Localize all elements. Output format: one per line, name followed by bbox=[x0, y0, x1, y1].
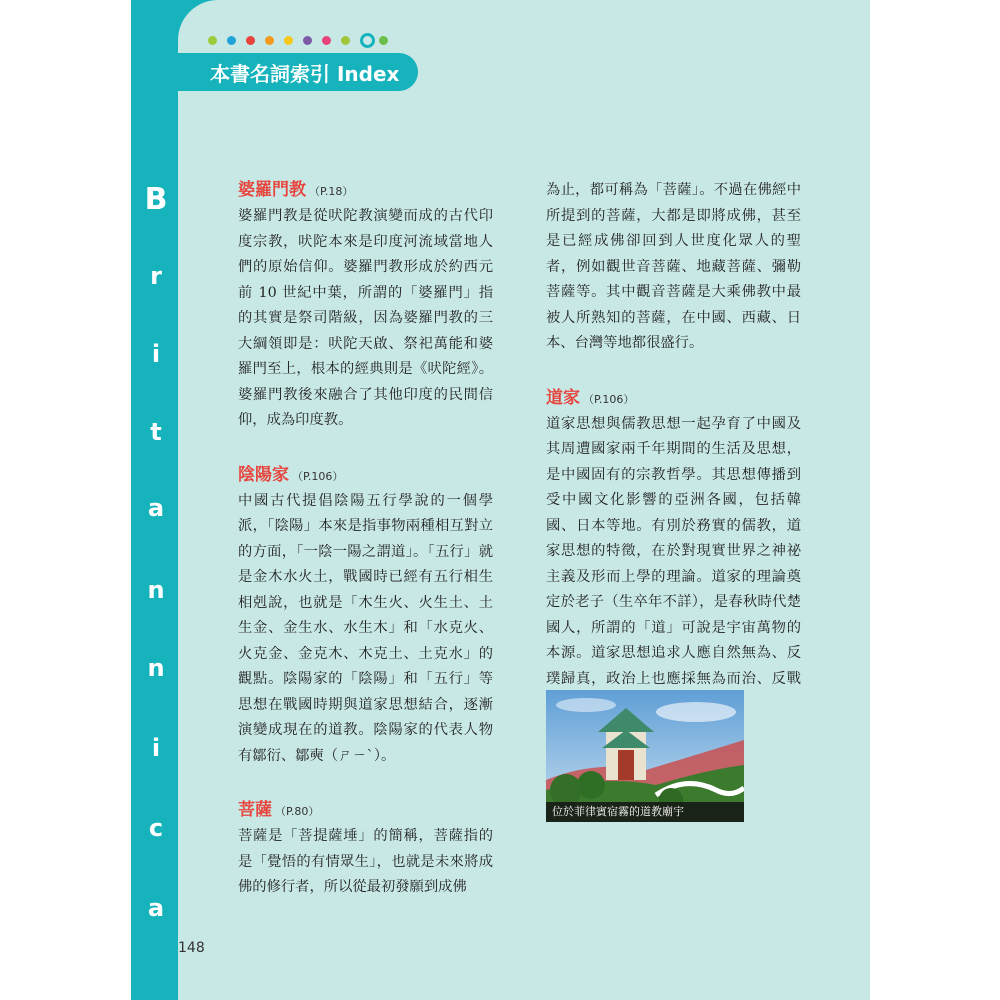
entry bbox=[238, 798, 493, 901]
side-letter: i bbox=[151, 734, 161, 762]
entry-body: 為止，都可稱為「菩薩」。不過在佛經中所提到的菩薩，大都是即將成佛，甚至是已經成佛卻回到人世度化眾人的聖者，例如觀世音菩薩、地藏菩薩、彌勒菩薩等。其中觀音菩薩是大乘佛教中最被人所熟知的菩薩，在中國、西藏、日本、台灣等地都很盛行。 bbox=[546, 182, 801, 351]
header-ring-dot bbox=[360, 33, 375, 48]
right-column bbox=[546, 178, 801, 718]
entry bbox=[238, 178, 493, 434]
photo-caption: 位於菲律賓宿霧的道教廟宇 bbox=[546, 802, 744, 822]
header-dot bbox=[227, 36, 236, 45]
entry-body: 菩薩是「菩提薩埵」的簡稱，菩薩指的是「覺悟的有情眾生」，也就是未來將成佛的修行者，所以從最初發願到成佛 bbox=[238, 828, 493, 895]
header-dot bbox=[303, 36, 312, 45]
entry-body: 婆羅門教是從吠陀教演變而成的古代印度宗教，吠陀本來是印度河流域當地人們的原始信仰。婆羅門教形成於約西元前 10 世紀中葉，所謂的「婆羅門」指的其實是祭司階級，因為婆羅門教的三大綱領即是：吠陀天啟、祭祀萬能和婆羅門至上，根本的經典則是《吠陀經》。婆羅門教後來融合了其他印度的民間信仰，成為印度教。 bbox=[238, 208, 493, 428]
page-number: 148 bbox=[178, 940, 205, 956]
entry-page-ref: （P.106） bbox=[583, 392, 635, 406]
header-dot bbox=[322, 36, 331, 45]
left-column bbox=[238, 178, 493, 901]
entry-title: 道家 （P.106） bbox=[546, 387, 635, 408]
entry-page-ref: （P.80） bbox=[275, 805, 320, 818]
header-dot bbox=[246, 36, 255, 45]
entry-page-ref: （P.18） bbox=[309, 185, 354, 198]
header-dot bbox=[379, 36, 388, 45]
entry-page-ref: （P.106） bbox=[292, 469, 344, 483]
side-letter: n bbox=[147, 654, 165, 682]
entry-body: 中國古代提倡陰陽五行學說的一個學派，「陰陽」本來是指事物兩種相互對立的方面，「一陰一陽之謂道」。「五行」就是金木水火土，戰國時已經有五行相生相剋說，也就是「木生火、火生土、土生金、金生水、水生木」和「水克火、火克金、金克木、木克土、土克水」的觀點。陰陽家的「陰陽」和「五行」等思想在戰國時期與道家思想結合，逐漸演變成現在的道教。陰陽家的代表人物有鄒衍、鄒奭（ㄕㄧˋ）。 bbox=[238, 492, 493, 764]
header-dot bbox=[341, 36, 350, 45]
side-letter: t bbox=[150, 418, 162, 446]
side-letter: B bbox=[144, 182, 168, 217]
entry-title: 婆羅門教 （P.18） bbox=[238, 180, 354, 200]
entry-title: 菩薩 （P.80） bbox=[238, 800, 320, 820]
side-letter: n bbox=[147, 576, 165, 604]
entry bbox=[546, 386, 801, 718]
header-dot bbox=[265, 36, 274, 45]
entry-body: 道家思想與儒教思想一起孕育了中國及其周遭國家兩千年期間的生活及思想，是中國固有的宗教哲學。其思想傳播到受中國文化影響的亞洲各國，包括韓國、日本等地。有別於務實的儒教，道家思想的特徵，在於對現實世界之神祕主義及形而上學的理論。道家的理論奠定於老子（生卒年不詳），是春秋時代楚國人，所謂的「道」可說是宇宙萬物的本源。道家思想追求人應自然無為、反璞歸真，政治上也應採無為而治、反戰 bbox=[546, 415, 801, 687]
header-dot bbox=[208, 36, 217, 45]
side-letter: r bbox=[150, 262, 162, 290]
header-dot bbox=[284, 36, 293, 45]
page-title: 本書名詞索引 Index bbox=[210, 62, 400, 86]
entry-continued bbox=[546, 178, 801, 357]
side-letter: a bbox=[147, 894, 165, 922]
entry bbox=[238, 463, 493, 770]
entry-title: 陰陽家 （P.106） bbox=[238, 464, 344, 485]
side-letter: a bbox=[147, 494, 165, 522]
side-letter: i bbox=[151, 340, 161, 368]
side-letter: c bbox=[148, 814, 164, 842]
temple-photo bbox=[546, 690, 744, 822]
